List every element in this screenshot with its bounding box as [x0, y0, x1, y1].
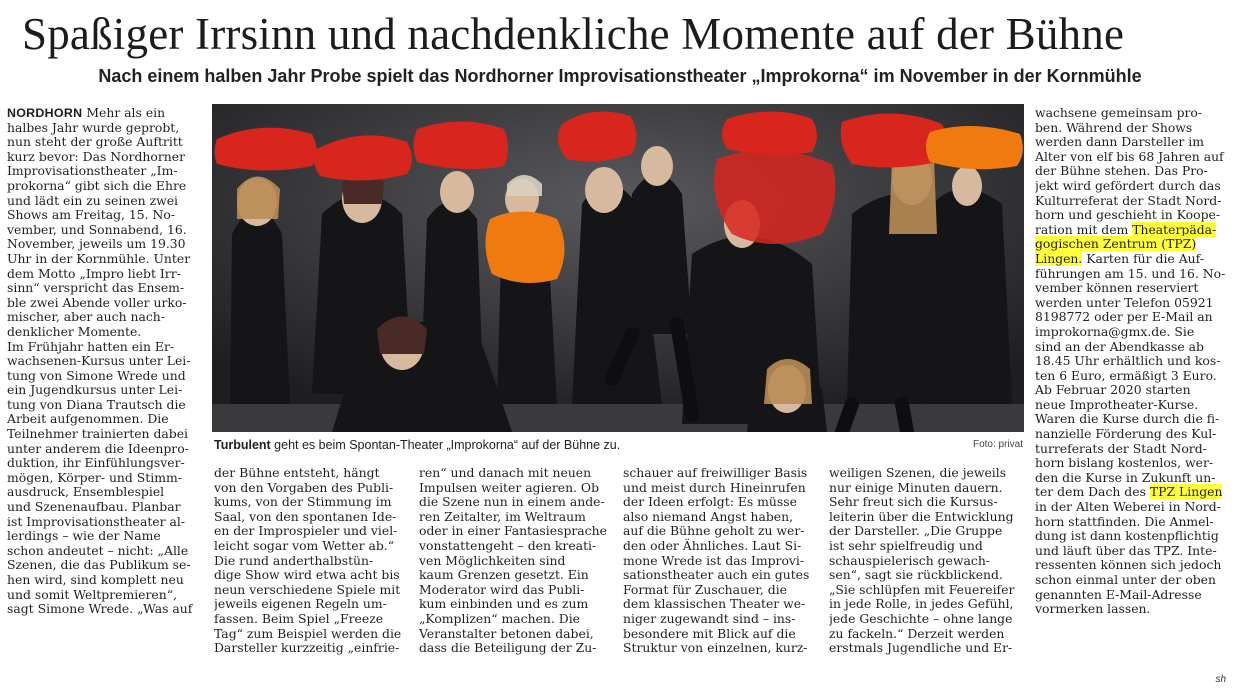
text-line [1035, 427, 1231, 442]
text-fragment: 18.45 Uhr erhältlich und kos- [1035, 353, 1221, 369]
text-line [1035, 412, 1231, 427]
text-line [1035, 354, 1231, 369]
text-line: dem klassischen Theater we- [623, 596, 806, 612]
dateline: NORDHORN [7, 106, 83, 120]
text-line: vember, und Sonnabend, 16. [7, 221, 187, 237]
text-line: sagt Simone Wrede. „Was auf [7, 601, 193, 617]
text-line: kaum Grenzen gesetzt. Ein [419, 567, 589, 583]
text-line [1035, 500, 1231, 515]
text-fragment: ten 6 Euro, ermäßigt 3 Euro. [1035, 367, 1217, 383]
text-line: dige Show wird etwa acht bis [214, 567, 400, 583]
text-line: Szenen, die das Publikum se- [7, 557, 191, 573]
text-line: Arbeit aufgenommen. Die [7, 411, 169, 427]
text-fragment: führungen am 15. und 16. No- [1035, 265, 1226, 281]
text-line: en der Improspieler und viel- [214, 523, 398, 539]
text-line [1035, 529, 1231, 544]
text-line [1035, 325, 1231, 340]
text-fragment: 8198772 oder per E-Mail an [1035, 309, 1213, 325]
highlighted-text: Theaterpäda- [1132, 221, 1217, 237]
text-line [1035, 310, 1231, 325]
text-line [1035, 383, 1231, 398]
text-line: Die rund anderthalbstün- [214, 552, 374, 568]
text-line [1035, 164, 1231, 179]
text-fragment: Karten für die Auf- [1082, 250, 1204, 266]
text-fragment: ben. Während der Shows [1035, 119, 1193, 135]
text-line: denklicher Momente. [7, 323, 142, 339]
text-line: Teilnehmer trainierten dabei [7, 426, 189, 442]
text-line: die Szene nun in einem ande- [419, 494, 605, 510]
text-fragment: horn bislang kostenlos, wer- [1035, 455, 1214, 471]
text-line: schon andeutet – nicht: „Alle [7, 542, 189, 558]
text-line: ausdruck, Ensemblespiel [7, 484, 165, 500]
text-line [1035, 194, 1231, 209]
text-line [7, 106, 203, 121]
text-line [1035, 121, 1231, 136]
text-line: und Szenenaufbau. Planbar [7, 499, 181, 515]
text-line [1035, 456, 1231, 471]
article-column-6 [1035, 106, 1231, 688]
text-line: mögen, Körper- und Stimm- [7, 469, 182, 485]
text-line: ren“ und danach mit neuen [419, 466, 592, 480]
text-line: kurz bevor: Das Nordhorner [7, 148, 186, 164]
text-line: kum einbinden und es zum [419, 596, 589, 612]
article-column-1 [7, 106, 203, 688]
text-line: der Ideen erfolgt: Es müsse [623, 494, 797, 510]
text-fragment: nanzielle Förderung des Kul- [1035, 426, 1217, 442]
text-line [1035, 602, 1231, 617]
text-fragment: in der Alten Weberei in Nord- [1035, 499, 1221, 515]
text-line: nur einige Minuten dauern. [829, 479, 1003, 495]
photo-caption [214, 437, 1026, 453]
text-fragment: genannten E-Mail-Adresse [1035, 586, 1202, 602]
text-line: leiterin über die Entwicklung [829, 508, 1014, 524]
text-line [1035, 588, 1231, 603]
text-line [1035, 573, 1231, 588]
text-fragment: vormerken lassen. [1035, 601, 1151, 617]
text-line: schauer auf freiwilliger Basis [623, 466, 808, 480]
photo-credit: Foto: privat [972, 439, 1023, 450]
text-line: Improvisationstheater „Im- [7, 163, 178, 179]
text-line [1035, 369, 1231, 384]
text-line: halbes Jahr wurde geprobt, [7, 119, 180, 135]
article-headline: Spaßiger Irrsinn und nachdenkliche Momente auf der Bühne [22, 9, 1125, 59]
text-line [1035, 485, 1231, 500]
text-line: in jede Rolle, in jedes Gefühl, [829, 596, 1014, 612]
text-fragment: vember können reserviert [1035, 280, 1199, 296]
text-line: oder in einer Fantasiesprache [419, 523, 607, 539]
text-line: und meist durch Hineinrufen [623, 479, 806, 495]
text-fragment: werden dann Darsteller im [1035, 134, 1205, 150]
text-line: fassen. Beim Spiel „Freeze [214, 610, 384, 626]
text-line: Uhr in der Kornmühle. Unter [7, 250, 191, 266]
text-line [1035, 208, 1231, 223]
text-line: tung von Simone Wrede und [7, 367, 186, 383]
text-line: der Darsteller. „Die Gruppe [829, 523, 1003, 539]
text-fragment: horn und geschieht in Koope- [1035, 207, 1221, 223]
text-line [1035, 544, 1231, 559]
text-line [1035, 106, 1231, 121]
text-line: mone Wrede ist das Improvi- [623, 552, 805, 568]
text-line: prokorna“ gibt sich die Ehre [7, 177, 187, 193]
text-line [1035, 471, 1231, 486]
text-fragment: Alter von elf bis 68 Jahren auf [1035, 148, 1224, 164]
text-line: kums, von der Stimmung im [214, 494, 392, 510]
text-fragment: improkorna@gmx.de. Sie [1035, 323, 1195, 339]
text-line: sen“, sagt sie rückblickend. [829, 567, 1003, 583]
text-line: vonstattengeht – den kreati- [419, 537, 597, 553]
text-fragment: jekt wird gefördert durch das [1035, 177, 1221, 193]
text-line: lerdings – wie der Name [7, 528, 161, 544]
text-fragment: Mehr als ein [82, 106, 166, 120]
text-line [1035, 340, 1231, 355]
text-line: tung von Diana Trautsch die [7, 396, 186, 412]
caption-lead: Turbulent [214, 438, 271, 452]
text-line: Moderator wird das Publi- [419, 581, 585, 597]
text-line: schauspielerisch gewach- [829, 552, 990, 568]
text-line: „Komplizen“ machen. Die [419, 610, 580, 626]
text-fragment: ration mit dem [1035, 221, 1133, 237]
text-line: sinn“ verspricht das Ensem- [7, 280, 185, 296]
text-line: ven Möglichkeiten sind [419, 552, 566, 568]
text-line [1035, 267, 1231, 282]
theater-photo-illustration [212, 104, 1024, 432]
text-fragment: Waren die Kurse durch die fi- [1035, 411, 1220, 427]
text-line: den oder Ähnliches. Laut Si- [623, 537, 802, 553]
text-line [1035, 442, 1231, 457]
text-line: nun steht der große Auftritt [7, 134, 183, 150]
text-fragment: neue Improtheater-Kurse. [1035, 396, 1199, 412]
text-line [1035, 135, 1231, 150]
text-line [1035, 150, 1231, 165]
text-line: jeweils eigenen Regeln um- [214, 596, 387, 612]
text-fragment: ter dem Dach des [1035, 484, 1150, 500]
article-column-3 [419, 466, 615, 688]
text-fragment: ressenten können sich jedoch [1035, 557, 1222, 573]
text-line: und somit Weltpremieren“, [7, 586, 178, 602]
text-line: sationstheater auch ein gutes [623, 567, 810, 583]
highlighted-text: gogischen Zentrum (TPZ) [1035, 236, 1197, 252]
text-line: der Bühne entsteht, hängt [214, 466, 380, 480]
text-line: zu fackeln.“ Derzeit werden [829, 625, 1005, 641]
text-line: besondere mit Blick auf die [623, 625, 796, 641]
text-line: duktion, ihr Einfühlungsver- [7, 455, 185, 471]
text-fragment: der Bühne stehen. Das Pro- [1035, 163, 1208, 179]
author-initials: sh [1215, 674, 1226, 685]
text-line: wachsenen-Kursus unter Lei- [7, 353, 191, 369]
text-fragment: werden unter Telefon 05921 [1035, 294, 1214, 310]
text-line: von den Vorgaben des Publi- [214, 479, 394, 495]
text-line: ble zwei Abende voller urko- [7, 294, 187, 310]
text-line [1035, 223, 1231, 238]
text-line: Format für Zuschauer, die [623, 581, 788, 597]
text-line: Saal, von den spontanen Ide- [214, 508, 397, 524]
text-line [1035, 252, 1231, 267]
highlighted-text: Lingen. [1035, 250, 1083, 266]
text-line: dem Motto „Impro liebt Irr- [7, 265, 181, 281]
text-fragment: und läuft über das TPZ. Inte- [1035, 542, 1217, 558]
text-line: unter anderem die Ideenpro- [7, 440, 189, 456]
text-line: erstmals Jugendliche und Er- [829, 640, 1013, 656]
text-line: ein Jugendkursus unter Lei- [7, 382, 183, 398]
text-line: also niemand Angst haben, [623, 508, 794, 524]
text-line [1035, 296, 1231, 311]
text-line [1035, 558, 1231, 573]
text-line: Sehr freut sich die Kursus- [829, 494, 998, 510]
text-line: dass die Beteiligung der Zu- [419, 640, 597, 656]
text-line: auf die Bühne geholt zu wer- [623, 523, 805, 539]
text-line: mischer, aber auch nach- [7, 309, 165, 325]
highlighted-text: TPZ Lingen [1149, 484, 1223, 500]
text-fragment: horn stattfinden. Die Anmel- [1035, 513, 1214, 529]
text-line [1035, 281, 1231, 296]
text-fragment: Kulturreferat der Stadt Nord- [1035, 192, 1222, 208]
text-line: November, jeweils um 19.30 [7, 236, 186, 252]
text-line: „Sie schlüpfen mit Feuereifer [829, 581, 1015, 597]
article-column-4 [623, 466, 819, 688]
text-fragment: turreferats der Stadt Nord- [1035, 440, 1207, 456]
text-line [1035, 237, 1231, 252]
text-fragment: wachsene gemeinsam pro- [1035, 106, 1203, 120]
text-line: ist Improvisationstheater al- [7, 513, 186, 529]
text-line: jede Geschichte – ohne lange [829, 610, 1013, 626]
text-line: leicht sogar vom Wetter ab.“ [214, 537, 395, 553]
text-line: und lädt ein zu seinen zwei [7, 192, 179, 208]
text-line: niger zugewandt sind – ins- [623, 610, 796, 626]
text-fragment: sind an der Abendkasse ab [1035, 338, 1204, 354]
text-line: neun verschiedene Spiele mit [214, 581, 401, 597]
text-line: hen wird, sind komplett neu [7, 572, 184, 587]
text-line: Struktur von einzelnen, kurz- [623, 640, 808, 656]
article-subheadline: Nach einem halben Jahr Probe spielt das Nordhorner Improvisationstheater „Improkorna“ im November in der Kornmühle [98, 66, 1142, 86]
text-line: Veranstalter betonen dabei, [419, 625, 594, 641]
article-column-5 [829, 466, 1025, 688]
text-line [1035, 515, 1231, 530]
text-line [1035, 179, 1231, 194]
text-line: ist sehr spielfreudig und [829, 537, 983, 553]
text-line [1035, 398, 1231, 413]
text-fragment: schon einmal unter der oben [1035, 572, 1216, 587]
text-line: Im Frühjahr hatten ein Er- [7, 338, 175, 354]
caption-text: geht es beim Spontan-Theater „Improkorna“ auf der Bühne zu. [270, 438, 621, 452]
text-line: Darsteller kurzzeitig „einfrie- [214, 640, 400, 656]
text-fragment: den die Kurse in Zukunft un- [1035, 469, 1216, 485]
text-line: Impulsen weiter agieren. Ob [419, 479, 600, 495]
text-line: weiligen Szenen, die jeweils [829, 466, 1007, 480]
article-column-2 [214, 466, 410, 688]
text-line: ren Zeitalter, im Weltraum [419, 508, 586, 524]
text-line: Shows am Freitag, 15. No- [7, 207, 176, 223]
text-fragment: Ab Februar 2020 starten [1035, 382, 1191, 398]
article-photo [212, 104, 1024, 432]
text-fragment: dung ist dann kostenpflichtig [1035, 528, 1219, 544]
text-line: Tag“ zum Beispiel werden die [214, 625, 402, 641]
